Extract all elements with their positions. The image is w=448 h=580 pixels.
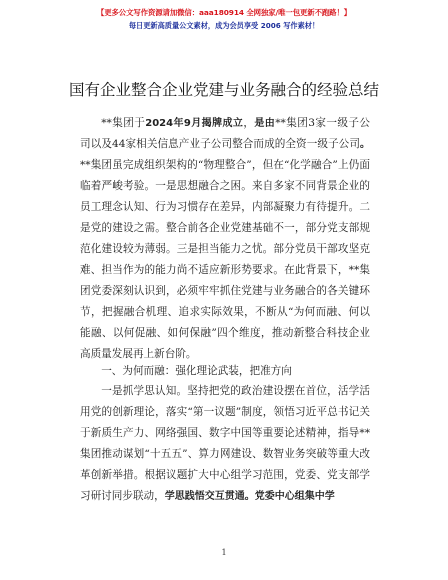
body-paragraph-1 xyxy=(80,113,370,365)
paragraph-text xyxy=(80,381,370,507)
bold-text-run: 学思践悟交互贯通。党委中心组集中学 xyxy=(164,491,335,502)
promo-banner-line-2: 每日更新高质量公文素材，成为会员享受 2006 写作素材！ xyxy=(128,21,320,30)
promo-banner xyxy=(0,8,448,32)
section-heading-1 xyxy=(80,361,370,382)
promo-banner-line-1: 【更多公文写作资源请加微信：aaa180914 全网独家/唯一包更新不跑路！】 xyxy=(96,8,352,17)
bold-text-run: 2024年9月揭牌成立 xyxy=(145,118,244,129)
section-heading-text: 一、为何而融：强化理论武装，把准方向 xyxy=(101,365,292,377)
text-run: ， xyxy=(243,117,255,129)
bold-text-run: 是由 xyxy=(254,118,276,129)
text-run: **集团3家一级子公司以及44家相关信息产业子公司整合而成的全资一级子公司 xyxy=(80,117,371,150)
text-run: **集团于 xyxy=(101,117,146,129)
text-run: 一是抓学思认知。坚持把党的政治建设摆在首位，活学活用党的创新理论，落实“第一议题”制度，领悟习近平总书记关于新质生产力、网络强国、数字中国等重要论述精神，指导**集团推动谋划“十五五”、算力网建设、数智业务突破等重大改革创新举措。根据议题扩大中心组学习范围，党委、党支部学习研讨同步联动， xyxy=(80,385,370,502)
paragraph-text xyxy=(80,113,370,365)
page-number: 1 xyxy=(221,548,227,557)
text-run: **集团虽完成组织架构的“物理整合”，但在“化学融合”上仍面临着严峻考验。一是思想融合之困。来自多家不同背景企业的员工理念认知、行为习惯存在差异，内部凝聚力有待提升。二是党的建设之需。整合前各企业党建基础不一，部分党支部规范化建设较为薄弱。三是担当能力之忧。部分党员干部攻坚克难、担当作为的能力尚不适应新形势要求。在此背景下，**集团党委深刻认识到，必须牢牢抓住党建与业务融合的各关键环节，把握融合机理、追求实际效果，不断从“为何而融、何以能融、以何促融、如何保融”四个维度，推动新整合科技企业高质量发展再上新台阶。 xyxy=(80,159,370,360)
body-paragraph-2 xyxy=(80,381,370,507)
bold-text-run: 。 xyxy=(360,139,370,150)
document-title: 国有企业整合企业党建与业务融合的经验总结 xyxy=(68,81,379,99)
